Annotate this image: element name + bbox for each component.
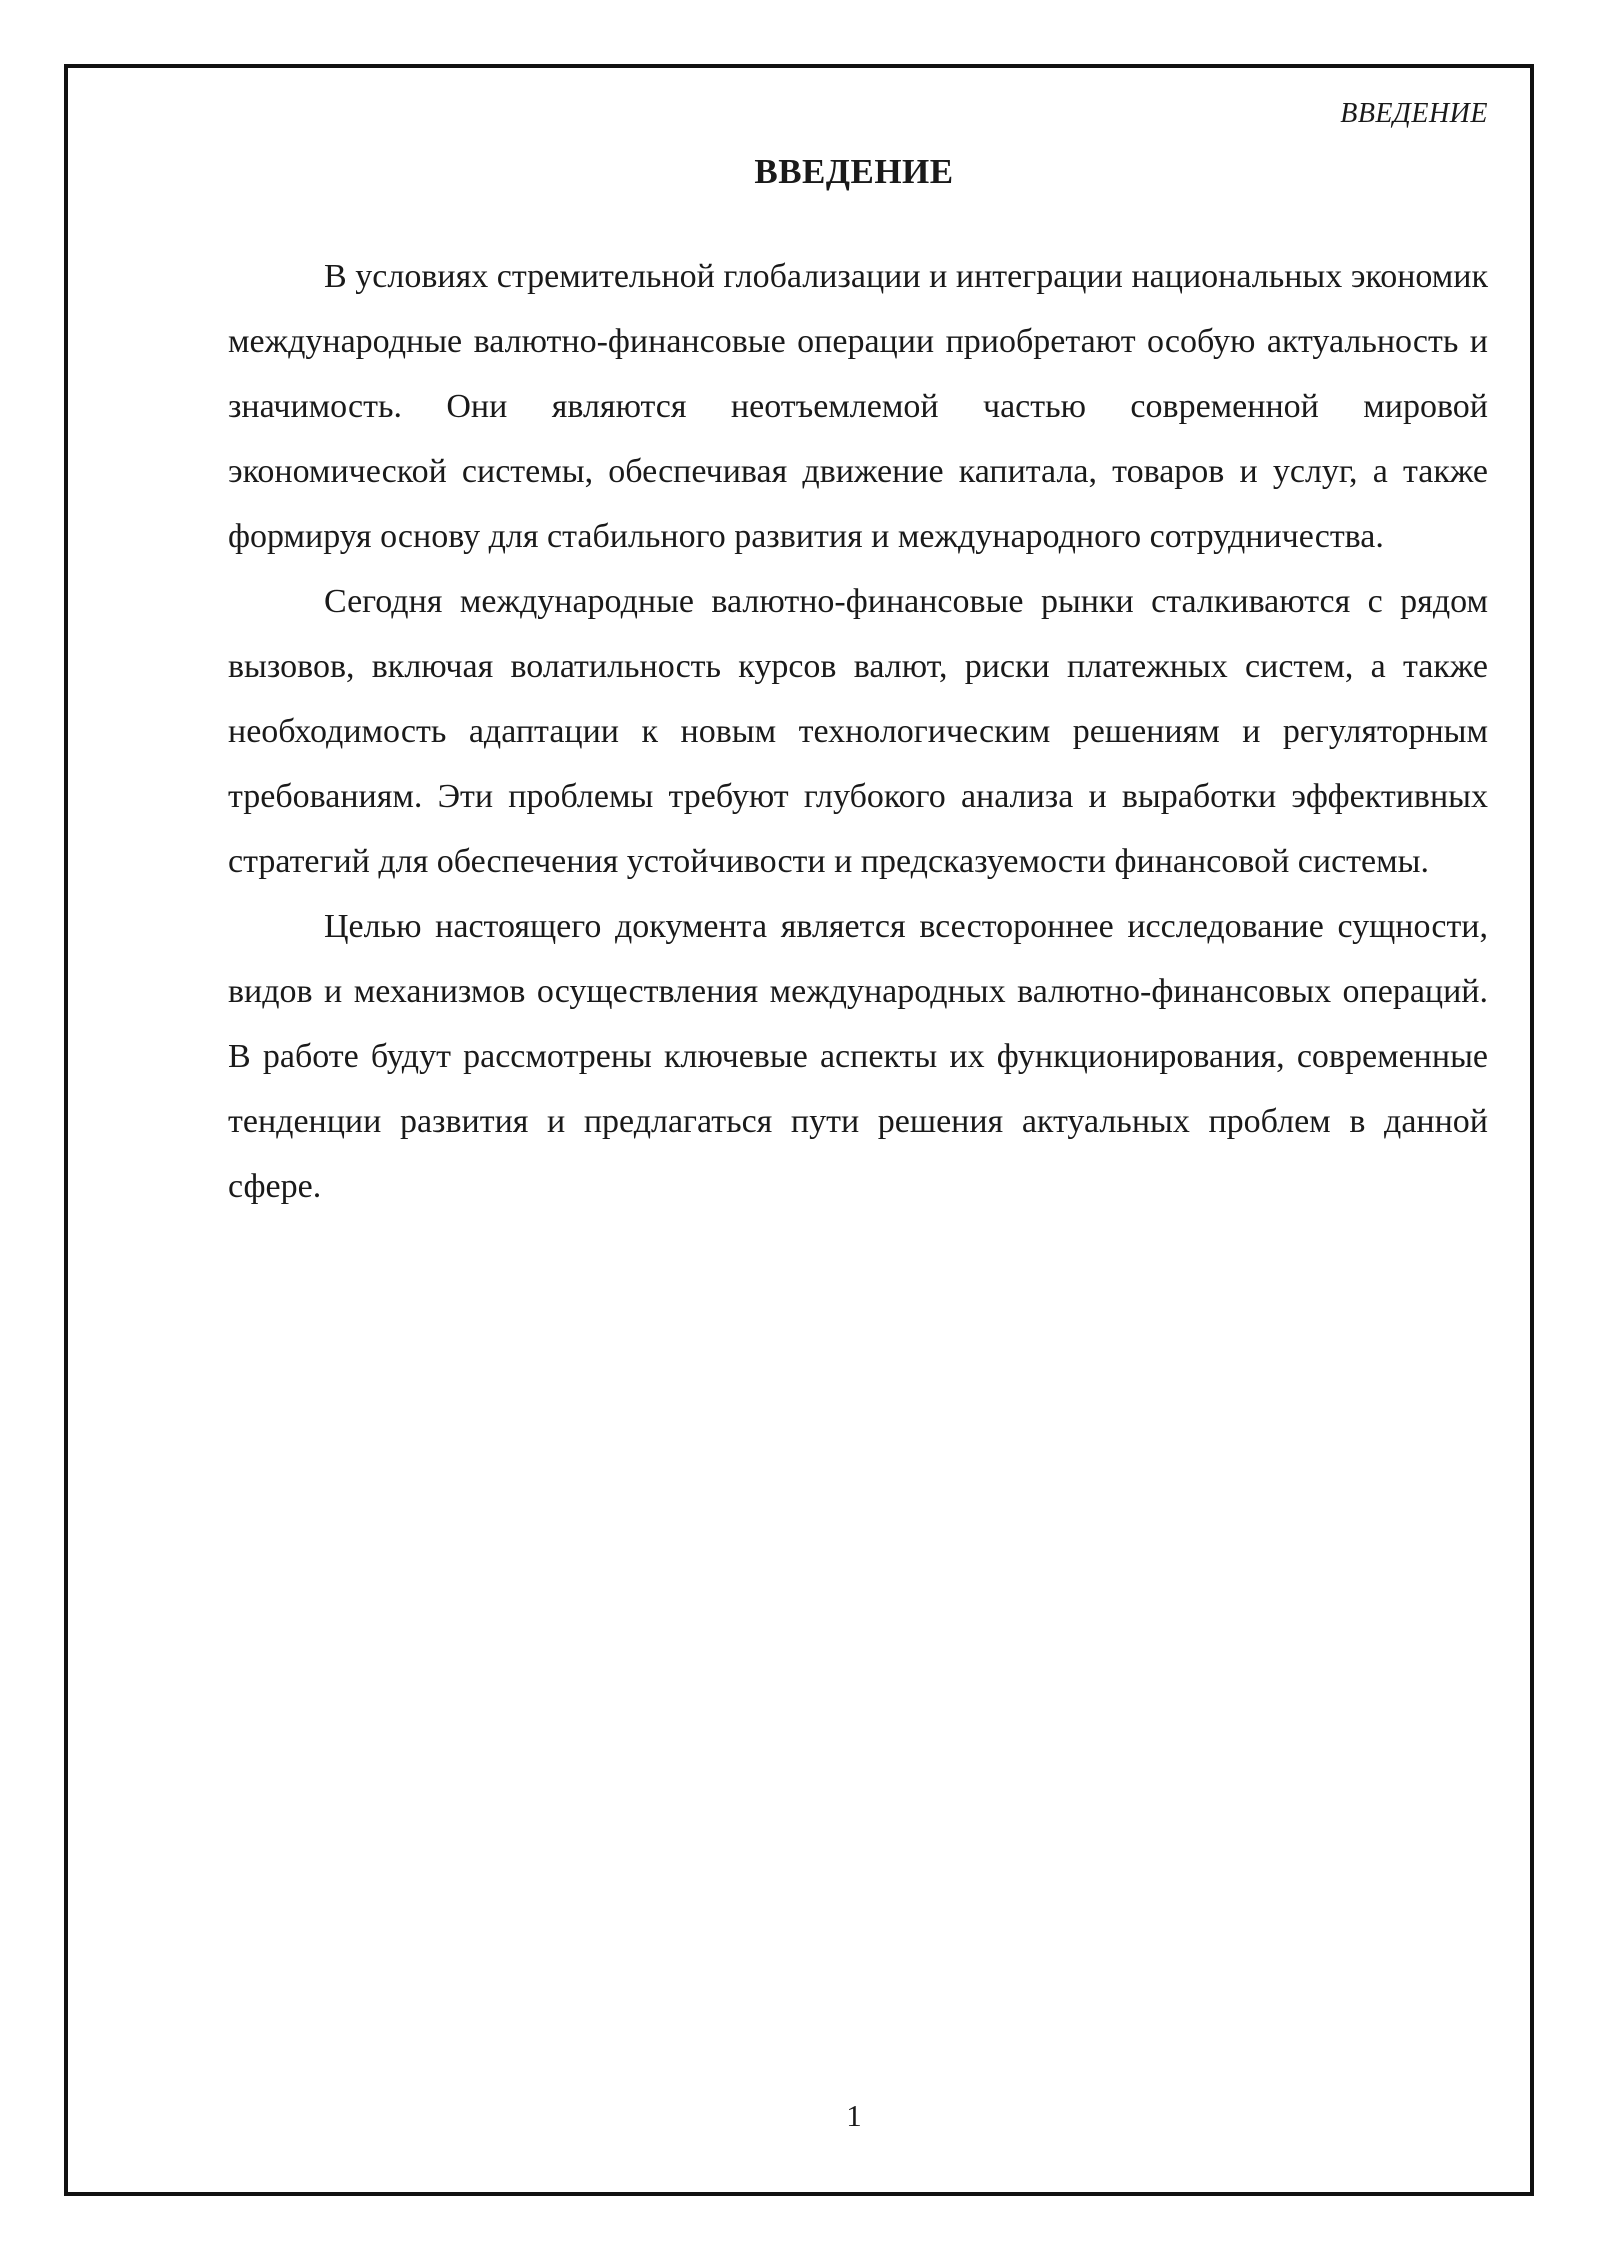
paragraph-2: Сегодня международные валютно-финансовые рынки сталкиваются с рядом вызовов, включая волатильность курсов валют, риски платежных систем, а также необходимость адаптации к новым технологическим решениям и регуляторным требованиям. Эти проблемы требуют глубокого анализа и выработки эффективных стратегий для обеспечения устойчивости и предсказуемости финансовой системы. [228, 583, 1488, 880]
page-title: ВВЕДЕНИЕ [754, 152, 954, 191]
paragraph-1: В условиях стремительной глобализации и интеграции национальных экономик международные валютно-финансовые операции приобретают особую актуальность и значимость. Они являются неотъемлемой частью современной мировой экономической системы, обеспечивая движение капитала, товаров и услуг, а также формируя основу для стабильного развития и международного сотрудничества. [228, 258, 1488, 555]
page-number: 1 [846, 2098, 862, 2133]
paragraph-3: Целью настоящего документа является всестороннее исследование сущности, видов и механизмов осуществления международных валютно-финансовых операций. В работе будут рассмотрены ключевые аспекты их функционирования, современные тенденции развития и предлагаться пути решения актуальных проблем в данной сфере. [228, 908, 1488, 1205]
body-text [228, 244, 1488, 1219]
running-header: ВВЕДЕНИЕ [1340, 98, 1488, 129]
